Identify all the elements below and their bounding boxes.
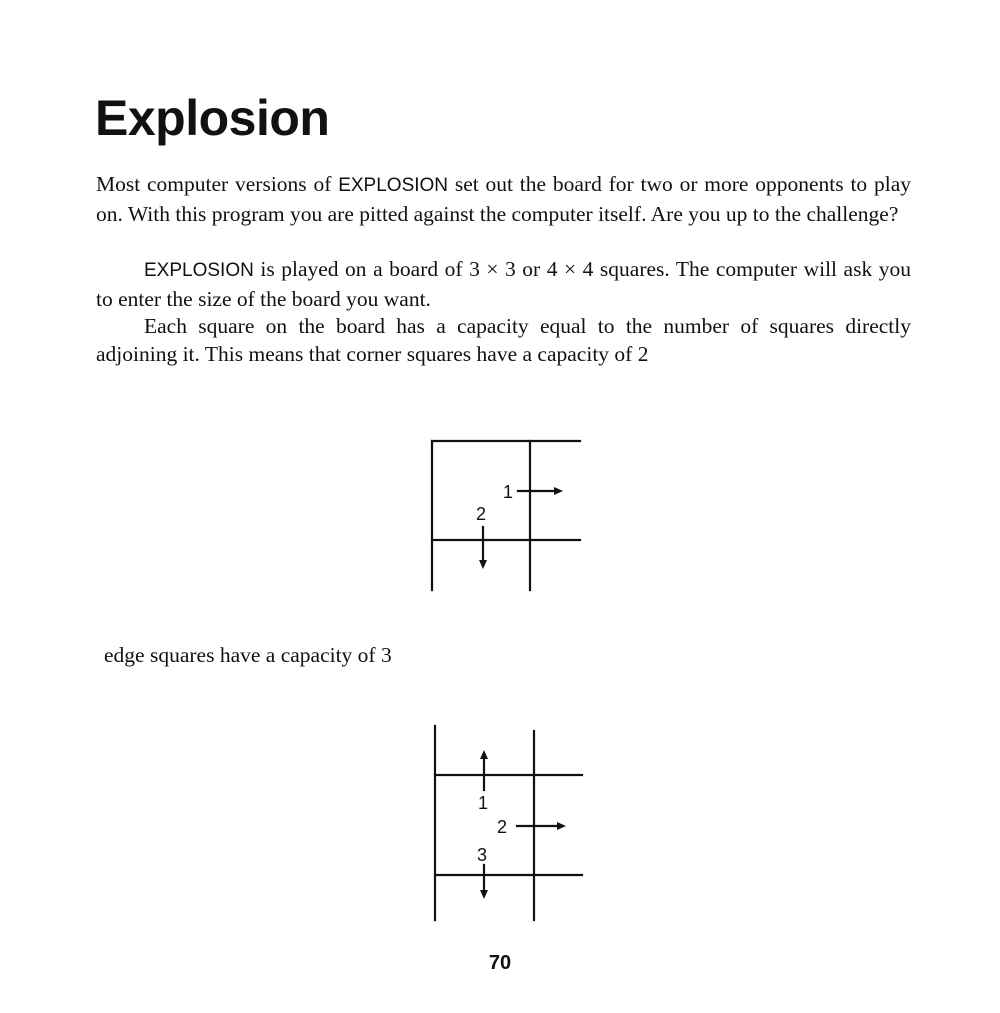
edge-label-3: 3 bbox=[477, 845, 488, 865]
page-number: 70 bbox=[488, 952, 512, 974]
paragraph-intro-before: Most computer versions of bbox=[96, 172, 339, 196]
program-name: EXPLOSION bbox=[144, 260, 254, 281]
edge-label-2: 2 bbox=[497, 817, 508, 837]
caption-edge: edge squares have a capacity of 3 bbox=[104, 643, 392, 667]
edge-label-1: 1 bbox=[478, 793, 489, 813]
program-name: EXPLOSION bbox=[338, 175, 449, 196]
page-title: Explosion bbox=[95, 90, 330, 146]
paragraph-intro-after: set out the board for two or more opponents to play on. With this program you are pitted against the computer itself. Are you up to the challenge? bbox=[96, 172, 912, 227]
paragraph-capacity: Each square on the board has a capacity equal to the number of squares directly adjoining it. This means that corner squares have a capacity of 2 bbox=[96, 314, 911, 367]
corner-label-2: 2 bbox=[476, 504, 487, 524]
corner-label-1: 1 bbox=[503, 482, 514, 502]
paragraph-board-size-text: is played on a board of 3 × 3 or 4 × 4 squares. The computer will ask you to enter the size of the board you want. bbox=[96, 257, 911, 312]
